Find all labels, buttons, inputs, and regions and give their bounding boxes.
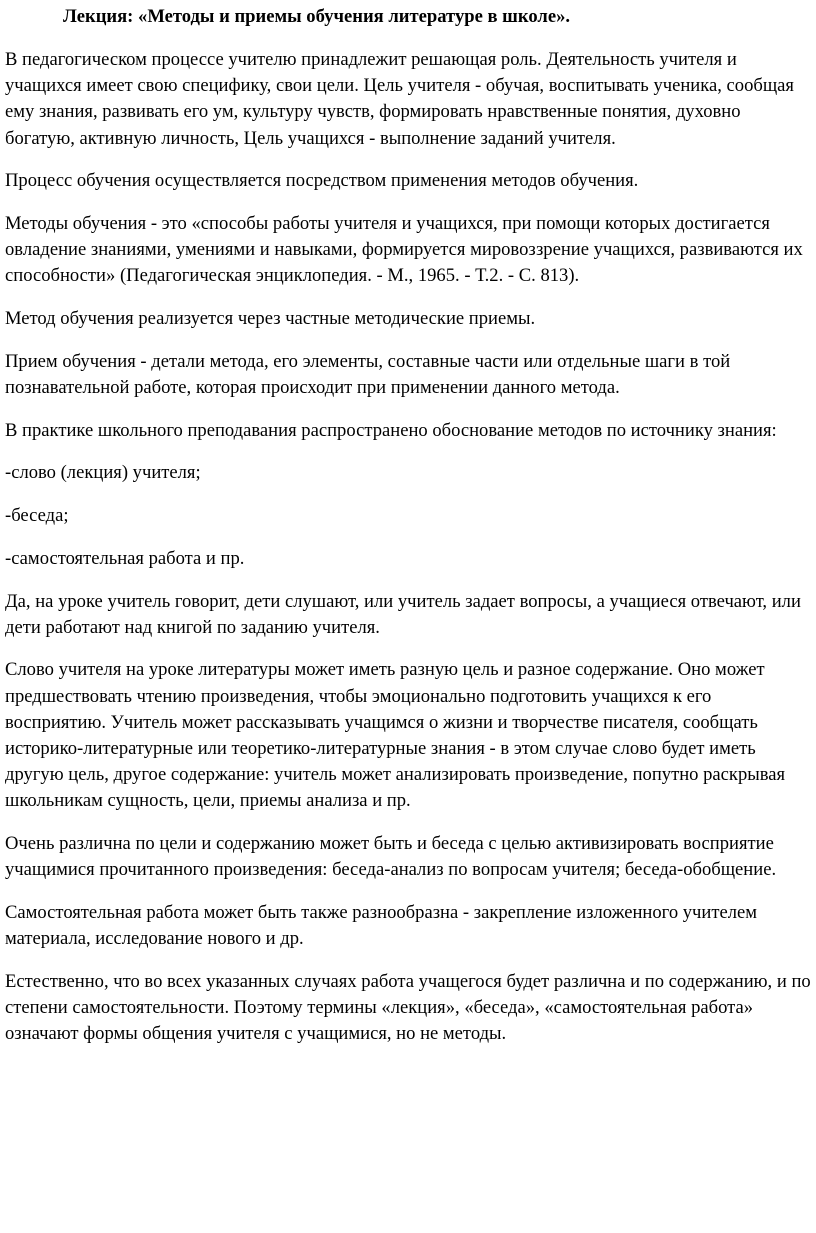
paragraph-teacher-role: В педагогическом процессе учителю принадлежит решающая роль. Деятельность учителя и учащихся имеет свою специфику, свои цели. Цель учителя - обучая, воспитывать ученика, сообщая ему знания, развивать его ум, культуру чувств, формировать нравственные понятия, духовно богатую, активную личность, Цель учащихся - выполнение заданий учителя.: [5, 49, 794, 149]
paragraph-methods-definition: Методы обучения - это «способы работы учителя и учащихся, при помощи которых достигается овладение знаниями, умениями и навыками, формируется мировоззрение учащихся, развиваются их способности» (Педагогическая энциклопедия. - М., 1965. - Т.2. - С. 813).: [5, 213, 803, 287]
document-title: Лекция: «Методы и приемы обучения литературе в школе».: [63, 6, 571, 27]
paragraph-independent-work: Самостоятельная работа может быть также разнообразна - закрепление изложенного учителем материала, исследование нового и др.: [5, 902, 758, 950]
paragraph-method-techniques: Метод обучения реализуется через частные методические приемы.: [5, 308, 536, 330]
paragraph-conversation: Очень различна по цели и содержанию может быть и беседа с целью активизировать восприятие учащимися прочитанного произведения: беседа-анализ по вопросам учителя; беседа-обобщение.: [5, 833, 777, 881]
list-item-independent-work: -самостоятельная работа и пр.: [5, 547, 245, 569]
list-item-lecture: -слово (лекция) учителя;: [5, 462, 201, 484]
paragraph-lesson-activity: Да, на уроке учитель говорит, дети слушают, или учитель задает вопросы, а учащиеся отвечают, или дети работают над книгой по заданию учителя.: [5, 590, 801, 638]
paragraph-learning-process: Процесс обучения осуществляется посредством применения методов обучения.: [5, 170, 639, 192]
paragraph-technique-definition: Прием обучения - детали метода, его элементы, составные части или отдельные шаги в той познавательной работе, которая происходит при применении данного метода.: [5, 350, 731, 399]
paragraph-teacher-word: Слово учителя на уроке литературы может иметь разную цель и разное содержание. Оно может предшествовать чтению произведения, чтобы эмоционально подготовить учащихся к его восприятию. Учитель может рассказывать учащимся о жизни и творчестве писателя, сообщать историко-литературные или теоретико-литературные знания - в этом случае слово будет иметь другую цель, другое содержание: учитель может анализировать произведение, попутно раскрывая школьникам сущность, цели, приемы анализа и пр.: [5, 659, 786, 812]
paragraph-knowledge-source: В практике школьного преподавания распространено обоснование методов по источнику знания:: [5, 419, 777, 441]
list-item-conversation: -беседа;: [5, 505, 69, 527]
paragraph-conclusion: Естественно, что во всех указанных случаях работа учащегося будет различна и по содержанию, и по степени самостоятельности. Поэтому термины «лекция», «беседа», «самостоятельная работа» означают формы общения учителя с учащимися, но не методы.: [5, 970, 811, 1045]
